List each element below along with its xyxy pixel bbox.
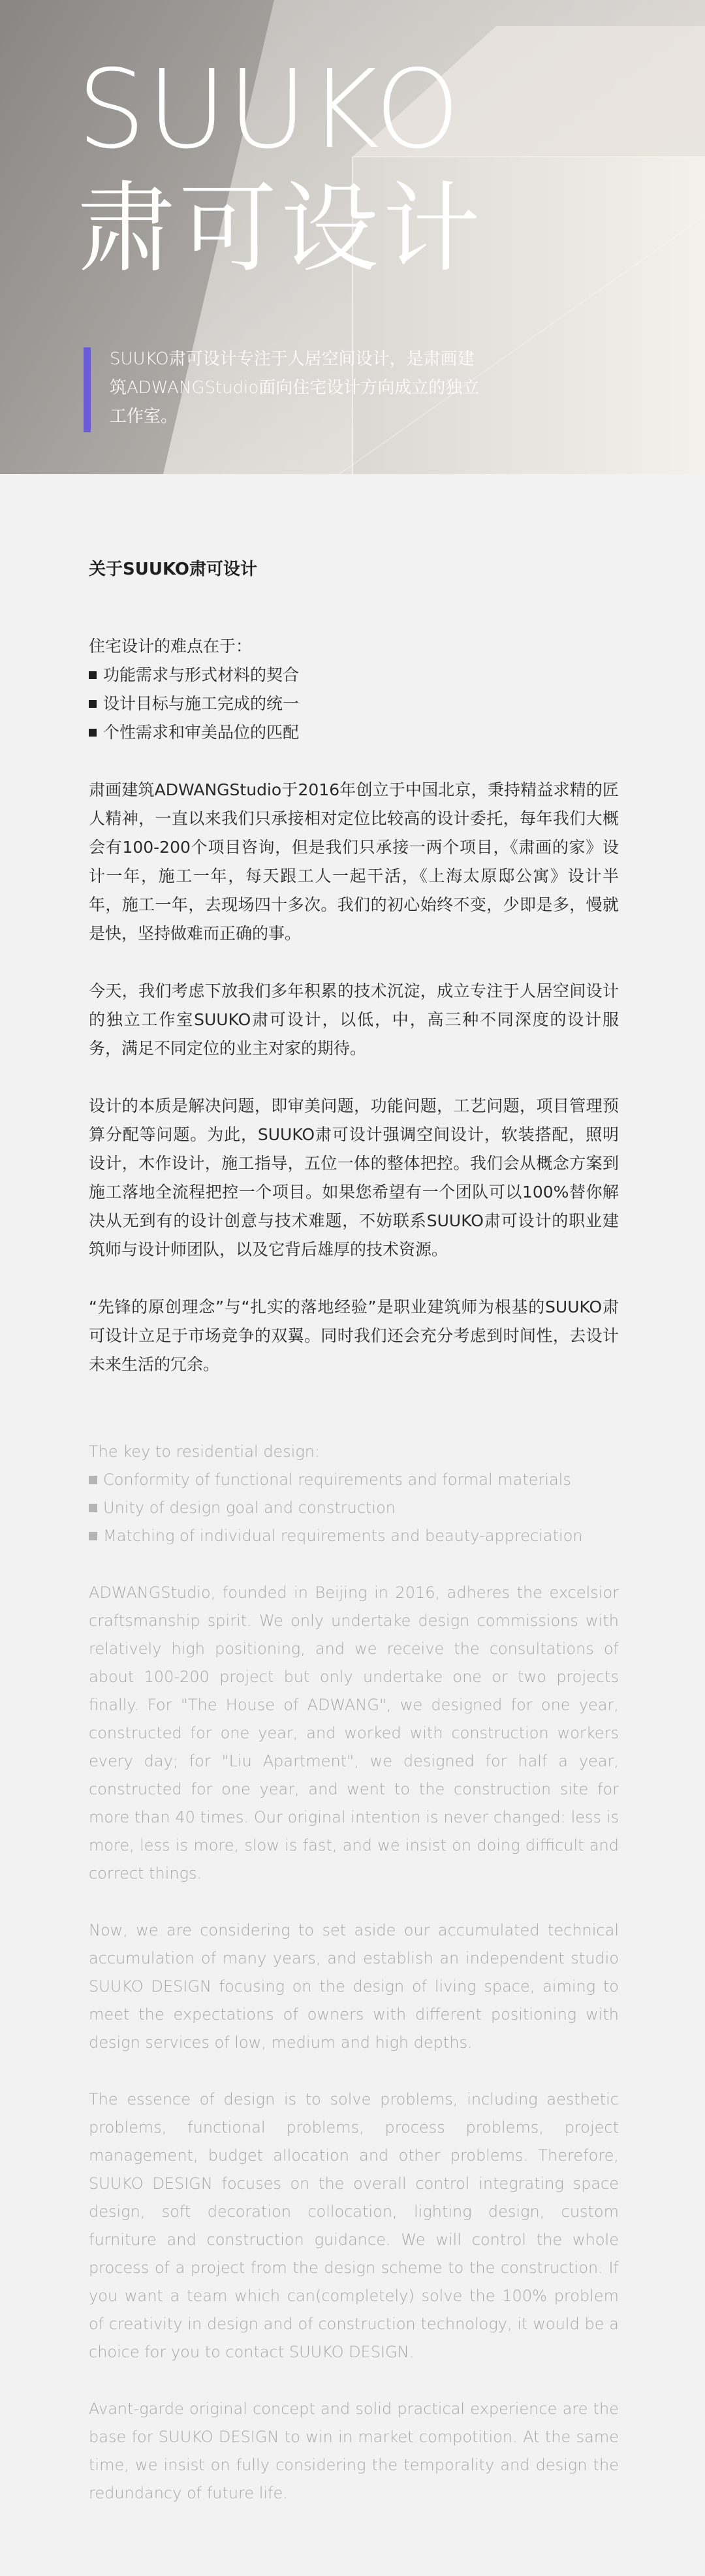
en-bullet-list	[89, 1466, 619, 1550]
hero-title-cn: 肃可设计	[77, 172, 485, 286]
en-paragraph: The essence of design is to solve problems, including aesthetic problems, functional problems, process problems, project management, budget allocation and other problems. Therefore, SUUKO DESIGN focuses on the overall control integrating space design, soft decoration collocation, lighting design, custom furniture and construction guidance. We will control the whole process of a project from the design scheme to the construction. If you want a team which can(completely) solve the 100% problem of creativity in design and of construction technology, it would be a choice for you to contact SUUKO DESIGN.	[89, 2090, 619, 2361]
chinese-section	[89, 632, 619, 1379]
hero-accent-bar	[84, 347, 91, 432]
en-lead: The key to residential design:	[89, 1442, 321, 1461]
cn-paragraph: 今天，我们考虑下放我们多年积累的技术沉淀，成立专注于人居空间设计的独立工作室SUUKO肃可设计，以低，中，高三种不同深度的设计服务，满足不同定位的业主对家的期待。	[89, 981, 619, 1058]
section-divider	[89, 1379, 619, 1438]
list-item: Unity of design goal and construction	[89, 1494, 619, 1522]
en-key-points	[89, 1438, 619, 1550]
en-paragraph: ADWANGStudio, founded in Beijing in 2016, adheres the excelsior craftsmanship spirit. We only undertake design commissions with relatively high positioning, and we receive the consultations of about 100-200 project but only undertake one or two projects finally. For "The House of ADWANG", we designed for one year, constructed for one year, and worked with construction workers every day; for "Liu Apartment", we designed for half a year, constructed for one year, and went to the construction site for more than 40 times. Our original intention is never changed: less is more, less is more, slow is fast, and we insist on doing difficult and correct things.	[89, 1583, 619, 1883]
about-article	[89, 555, 619, 2536]
hero-intro-text: SUUKO肃可设计专注于人居空间设计，是肃画建筑ADWANGStudio面向住宅设计方向成立的独立工作室。	[110, 349, 480, 426]
hero-title	[77, 47, 485, 289]
english-section	[89, 1438, 619, 2507]
list-item: 设计目标与施工完成的统一	[89, 690, 619, 718]
en-paragraph: Now, we are considering to set aside our accumulated technical accumulation of many years, and establish an independent studio SUUKO DESIGN focusing on the design of living space, aiming to meet the expectations of owners with different positioning with design services of low, medium and high depths.	[89, 1921, 619, 2052]
cn-bullet-list	[89, 661, 619, 747]
list-item: Matching of individual requirements and beauty-appreciation	[89, 1522, 619, 1550]
en-paragraph: Avant-garde original concept and solid practical experience are the base for SUUKO DESIGN to win in market compotition. At the same time, we insist on fully considering the temporality and design the redundancy of future life.	[89, 2400, 619, 2502]
list-item: Conformity of functional requirements and formal materials	[89, 1466, 619, 1494]
cn-key-points	[89, 632, 619, 747]
cn-paragraph: 肃画建筑ADWANGStudio于2016年创立于中国北京，秉持精益求精的匠人精神，一直以来我们只承接相对定位比较高的设计委托，每年我们大概会有100-200个项目咨询，但是我们只承接一两个项目，《肃画的家》设计一年，施工一年，每天跟工人一起干活，《上海太原邸公寓》设计半年，施工一年，去现场四十多次。我们的初心始终不变，少即是多，慢就是快，坚持做难而正确的事。	[89, 780, 619, 943]
cn-paragraph: 设计的本质是解决问题，即审美问题，功能问题，工艺问题，项目管理预算分配等问题。为此，SUUKO肃可设计强调空间设计，软装搭配，照明设计，木作设计，施工指导，五位一体的整体把控。我们会从概念方案到施工落地全流程把控一个项目。如果您希望有一个团队可以100%替你解决从无到有的设计创意与技术难题，不妨联系SUUKO肃可设计的职业建筑师与设计师团队，以及它背后雄厚的技术资源。	[89, 1096, 619, 1259]
cn-lead: 住宅设计的难点在于：	[89, 637, 253, 656]
hero-title-en: SUUKO	[77, 47, 462, 173]
cn-paragraph: “先锋的原创理念”与“扎实的落地经验”是职业建筑师为根基的SUUKO肃可设计立足于市场竞争的双翼。同时我们还会充分考虑到时间性，去设计未来生活的冗余。	[89, 1297, 619, 1374]
list-item: 个性需求和审美品位的匹配	[89, 718, 619, 747]
list-item: 功能需求与形式材料的契合	[89, 661, 619, 690]
article-heading: 关于SUUKO肃可设计	[89, 560, 258, 579]
hero-banner	[0, 0, 705, 474]
